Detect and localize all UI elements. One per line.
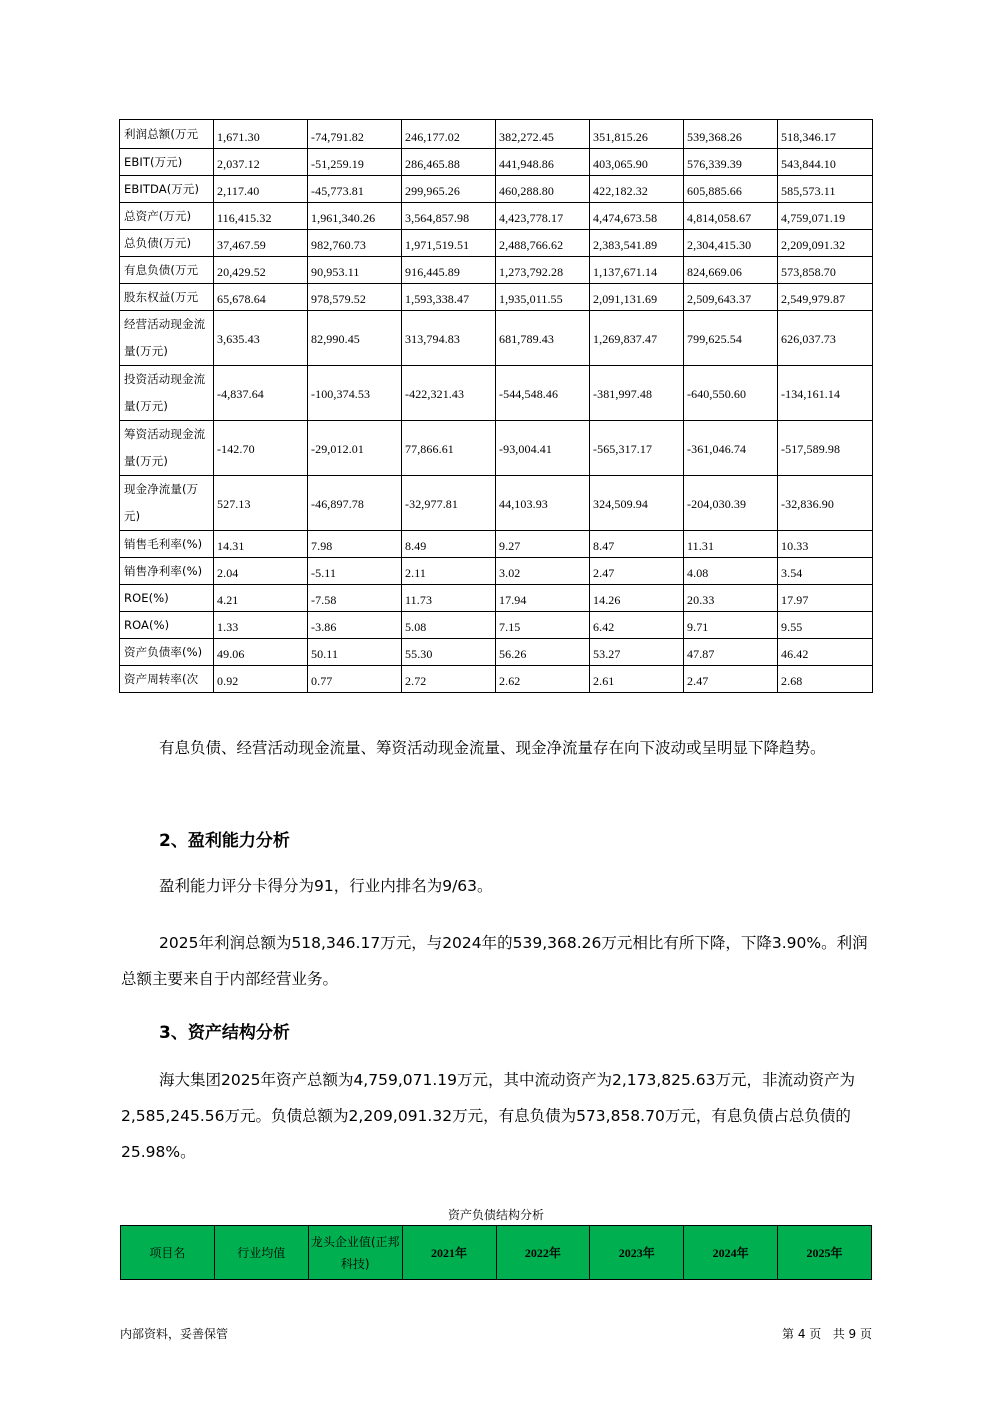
table-row xyxy=(120,257,873,284)
table-cell: 539,368.26 xyxy=(684,120,778,149)
table-cell: 313,794.83 xyxy=(402,311,496,366)
table-cell: 4.21 xyxy=(214,585,308,612)
header-cell-industry-average: 行业均值 xyxy=(214,1226,308,1280)
table-cell: 7.15 xyxy=(496,612,590,639)
header-cell-2023: 2023年 xyxy=(590,1226,684,1280)
table-cell: 1,137,671.14 xyxy=(590,257,684,284)
table-cell: 2,383,541.89 xyxy=(590,230,684,257)
asset-liability-structure-table xyxy=(120,1225,872,1280)
row-label: 销售毛利率(%) xyxy=(120,531,214,558)
table-caption: 资产负债结构分析 xyxy=(447,1208,544,1222)
table-row xyxy=(120,585,873,612)
table-cell: 10.33 xyxy=(778,531,873,558)
table-cell: 4,474,673.58 xyxy=(590,203,684,230)
table-row xyxy=(120,531,873,558)
table-cell: 50.11 xyxy=(308,639,402,666)
table-row xyxy=(120,284,873,311)
table-row xyxy=(120,203,873,230)
table-cell: 2.47 xyxy=(684,666,778,693)
table-cell: 2,091,131.69 xyxy=(590,284,684,311)
row-label: 总资产(万元) xyxy=(120,203,214,230)
table-cell: 49.06 xyxy=(214,639,308,666)
table-cell: 4,423,778.17 xyxy=(496,203,590,230)
table-cell: -544,548.46 xyxy=(496,366,590,421)
row-label: 有息负债(万元 xyxy=(120,257,214,284)
table-cell: 1,935,011.55 xyxy=(496,284,590,311)
table-cell: 403,065.90 xyxy=(590,149,684,176)
row-label: 资产负债率(%) xyxy=(120,639,214,666)
row-label: EBITDA(万元) xyxy=(120,176,214,203)
table-cell: 55.30 xyxy=(402,639,496,666)
table-cell: 7.98 xyxy=(308,531,402,558)
header-cell-leader-value: 龙头企业值(正邦科技) xyxy=(308,1226,402,1280)
row-label: 销售净利率(%) xyxy=(120,558,214,585)
table-cell: 978,579.52 xyxy=(308,284,402,311)
table-cell: 585,573.11 xyxy=(778,176,873,203)
table-cell: 2,037.12 xyxy=(214,149,308,176)
table-cell: 17.97 xyxy=(778,585,873,612)
table-cell: 14.31 xyxy=(214,531,308,558)
table-cell: 324,509.94 xyxy=(590,476,684,531)
table-cell: 1,593,338.47 xyxy=(402,284,496,311)
table-cell: 543,844.10 xyxy=(778,149,873,176)
table-cell: 116,415.32 xyxy=(214,203,308,230)
table-cell: -74,791.82 xyxy=(308,120,402,149)
header-cell-item: 项目名 xyxy=(121,1226,215,1280)
table-cell: 2,304,415.30 xyxy=(684,230,778,257)
table-cell: 2,509,643.37 xyxy=(684,284,778,311)
table-cell: 65,678.64 xyxy=(214,284,308,311)
table-cell: 20,429.52 xyxy=(214,257,308,284)
table-cell: 286,465.88 xyxy=(402,149,496,176)
table-cell: -134,161.14 xyxy=(778,366,873,421)
table-cell: -45,773.81 xyxy=(308,176,402,203)
table-row xyxy=(120,230,873,257)
table-row xyxy=(120,366,873,421)
table-cell: -565,317.17 xyxy=(590,421,684,476)
table-cell: -5.11 xyxy=(308,558,402,585)
table-cell: 2.04 xyxy=(214,558,308,585)
table-cell: 2,549,979.87 xyxy=(778,284,873,311)
table-cell: 2,488,766.62 xyxy=(496,230,590,257)
table-cell: 2.72 xyxy=(402,666,496,693)
table-cell: 8.47 xyxy=(590,531,684,558)
paragraph-profitability-score: 盈利能力评分卡得分为91，行业内排名为9/63。 xyxy=(159,877,493,895)
table-cell: 351,815.26 xyxy=(590,120,684,149)
table-cell: -4,837.64 xyxy=(214,366,308,421)
paragraph-asset-structure: 海大集团2025年资产总额为4,759,071.19万元，其中流动资产为2,173,825.63万元，非流动资产为2,585,245.56万元。负债总额为2,209,091.32万元，有息负债为573,858.70万元，有息负债占总负债的25.98%。 xyxy=(121,1071,856,1161)
table-cell: 518,346.17 xyxy=(778,120,873,149)
table-cell: 11.31 xyxy=(684,531,778,558)
table-cell: 799,625.54 xyxy=(684,311,778,366)
table-cell: -93,004.41 xyxy=(496,421,590,476)
table-row xyxy=(120,421,873,476)
table-cell: 53.27 xyxy=(590,639,684,666)
table-row xyxy=(120,666,873,693)
table-cell: 1,273,792.28 xyxy=(496,257,590,284)
table-cell: -32,977.81 xyxy=(402,476,496,531)
table-cell: 460,288.80 xyxy=(496,176,590,203)
table-cell: 982,760.73 xyxy=(308,230,402,257)
table-cell: 82,990.45 xyxy=(308,311,402,366)
table-cell: 382,272.45 xyxy=(496,120,590,149)
row-label: ROE(%) xyxy=(120,585,214,612)
table-cell: 299,965.26 xyxy=(402,176,496,203)
table-cell: 626,037.73 xyxy=(778,311,873,366)
header-cell-2021: 2021年 xyxy=(402,1226,496,1280)
table-header-row xyxy=(121,1226,872,1280)
table-cell: 9.71 xyxy=(684,612,778,639)
table-cell: -29,012.01 xyxy=(308,421,402,476)
table-cell: 824,669.06 xyxy=(684,257,778,284)
table-row xyxy=(120,149,873,176)
row-label: ROA(%) xyxy=(120,612,214,639)
table-cell: 576,339.39 xyxy=(684,149,778,176)
table-cell: -100,374.53 xyxy=(308,366,402,421)
section-heading-profitability: 2、盈利能力分析 xyxy=(159,831,290,851)
table-cell: 1,971,519.51 xyxy=(402,230,496,257)
paragraph-profit-total: 2025年利润总额为518,346.17万元，与2024年的539,368.26万元相比有所下降，下降3.90%。利润总额主要来自于内部经营业务。 xyxy=(121,934,868,988)
header-cell-2025: 2025年 xyxy=(778,1226,872,1280)
table-cell: -142.70 xyxy=(214,421,308,476)
table-cell: 4.08 xyxy=(684,558,778,585)
table-cell: 527.13 xyxy=(214,476,308,531)
table-row xyxy=(120,176,873,203)
table-cell: 17.94 xyxy=(496,585,590,612)
table-cell: 2.47 xyxy=(590,558,684,585)
footer-confidential-note: 内部资料，妥善保管 xyxy=(120,1327,229,1341)
table-cell: -7.58 xyxy=(308,585,402,612)
table-cell: 6.42 xyxy=(590,612,684,639)
table-row xyxy=(120,639,873,666)
table-cell: 1,671.30 xyxy=(214,120,308,149)
table-cell: 4,759,071.19 xyxy=(778,203,873,230)
table-cell: -46,897.78 xyxy=(308,476,402,531)
table-cell: 37,467.59 xyxy=(214,230,308,257)
table-cell: 1.33 xyxy=(214,612,308,639)
table-cell: 47.87 xyxy=(684,639,778,666)
table-row xyxy=(120,476,873,531)
table-cell: 56.26 xyxy=(496,639,590,666)
table-cell: 3,635.43 xyxy=(214,311,308,366)
table-cell: -640,550.60 xyxy=(684,366,778,421)
table-cell: 2,117.40 xyxy=(214,176,308,203)
row-label: 股东权益(万元 xyxy=(120,284,214,311)
table-cell: -204,030.39 xyxy=(684,476,778,531)
table-cell: 20.33 xyxy=(684,585,778,612)
table-cell: 441,948.86 xyxy=(496,149,590,176)
table-cell: -517,589.98 xyxy=(778,421,873,476)
table-cell: 3.02 xyxy=(496,558,590,585)
table-cell: 77,866.61 xyxy=(402,421,496,476)
table-cell: 3,564,857.98 xyxy=(402,203,496,230)
table-cell: 2.11 xyxy=(402,558,496,585)
table-row xyxy=(120,120,873,149)
table-cell: 4,814,058.67 xyxy=(684,203,778,230)
table-cell: 1,269,837.47 xyxy=(590,311,684,366)
table-cell: 2.61 xyxy=(590,666,684,693)
table-cell: 44,103.93 xyxy=(496,476,590,531)
table-cell: -3.86 xyxy=(308,612,402,639)
table-cell: 2,209,091.32 xyxy=(778,230,873,257)
table-cell: -51,259.19 xyxy=(308,149,402,176)
table-cell: -361,046.74 xyxy=(684,421,778,476)
table-cell: 422,182.32 xyxy=(590,176,684,203)
table-cell: 9.27 xyxy=(496,531,590,558)
table-cell: 9.55 xyxy=(778,612,873,639)
row-label: 经营活动现金流量(万元) xyxy=(120,311,214,366)
table-cell: -381,997.48 xyxy=(590,366,684,421)
table-cell: 90,953.11 xyxy=(308,257,402,284)
table-row xyxy=(120,612,873,639)
paragraph-trend-summary: 有息负债、经营活动现金流量、筹资活动现金流量、现金净流量存在向下波动或呈明显下降趋势。 xyxy=(159,739,826,757)
table-cell: 573,858.70 xyxy=(778,257,873,284)
row-label: EBIT(万元) xyxy=(120,149,214,176)
table-row xyxy=(120,558,873,585)
table-cell: 246,177.02 xyxy=(402,120,496,149)
row-label: 现金净流量(万元) xyxy=(120,476,214,531)
table-cell: 916,445.89 xyxy=(402,257,496,284)
table-cell: 0.77 xyxy=(308,666,402,693)
financial-indicators-table xyxy=(119,119,873,693)
table-cell: 0.92 xyxy=(214,666,308,693)
table-cell: 681,789.43 xyxy=(496,311,590,366)
section-heading-asset-structure: 3、资产结构分析 xyxy=(159,1023,290,1043)
table-cell: 14.26 xyxy=(590,585,684,612)
row-label: 资产周转率(次 xyxy=(120,666,214,693)
row-label: 筹资活动现金流量(万元) xyxy=(120,421,214,476)
row-label: 总负债(万元) xyxy=(120,230,214,257)
table-cell: 605,885.66 xyxy=(684,176,778,203)
table-cell: -422,321.43 xyxy=(402,366,496,421)
row-label: 投资活动现金流量(万元) xyxy=(120,366,214,421)
table-cell: -32,836.90 xyxy=(778,476,873,531)
footer-page-number: 第 4 页 共 9 页 xyxy=(782,1327,872,1341)
row-label: 利润总额(万元 xyxy=(120,120,214,149)
table-cell: 2.62 xyxy=(496,666,590,693)
table-cell: 1,961,340.26 xyxy=(308,203,402,230)
table-cell: 3.54 xyxy=(778,558,873,585)
table-cell: 8.49 xyxy=(402,531,496,558)
table-row xyxy=(120,311,873,366)
table-cell: 5.08 xyxy=(402,612,496,639)
table-cell: 46.42 xyxy=(778,639,873,666)
table-cell: 2.68 xyxy=(778,666,873,693)
table-cell: 11.73 xyxy=(402,585,496,612)
header-cell-2024: 2024年 xyxy=(684,1226,778,1280)
header-cell-2022: 2022年 xyxy=(496,1226,590,1280)
